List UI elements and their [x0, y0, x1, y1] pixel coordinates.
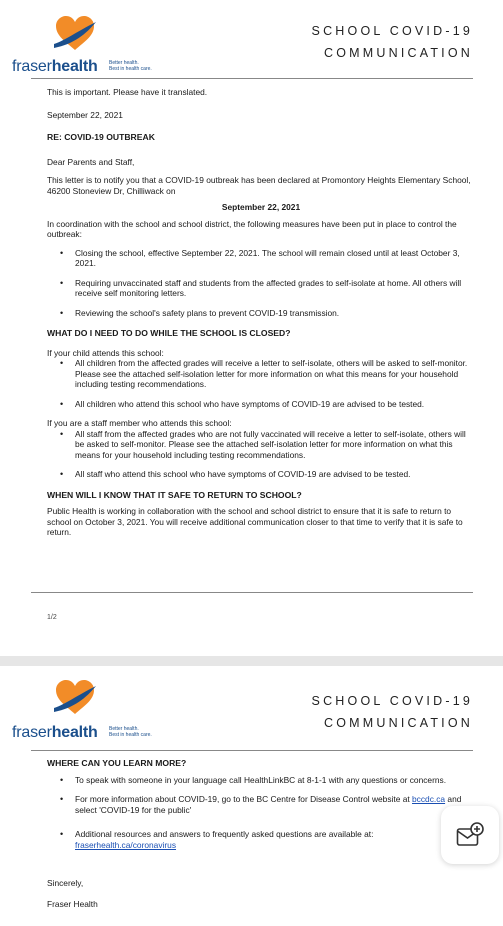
return-paragraph: Public Health is working in collaboration with the school and school district to ensure that it is safe to return to school on October 3, 2021. You will receive additional communication closer to that time to verify that it is safe to return. — [47, 506, 463, 537]
letter-body — [47, 758, 473, 909]
email-plus-icon — [456, 822, 484, 848]
fraser-health-heart-icon — [52, 678, 98, 716]
list-item: • Closing the school, effective September 22, 2021. The school will remain closed until at least October 3, 2021. — [60, 247, 460, 268]
measures-list — [47, 248, 475, 319]
fraser-health-logo — [12, 14, 152, 78]
child-intro: If your child attends this school: — [47, 347, 164, 358]
list-item: • All children who attend this school who have symptoms of COVID-19 are advised to be tested. — [60, 398, 425, 409]
brand-wordmark: fraserhealth — [12, 724, 98, 741]
footer-divider — [31, 592, 473, 593]
resources-list — [47, 775, 473, 851]
salutation: Dear Parents and Staff, — [47, 156, 135, 167]
staff-list — [47, 429, 475, 480]
letter-page-2 — [0, 666, 503, 926]
translation-notice: This is important. Please have it translated. — [47, 87, 208, 97]
fraserhealth-coronavirus-link[interactable]: fraserhealth.ca/coronavirus — [75, 839, 177, 850]
signoff: Fraser Health — [47, 898, 98, 909]
document-title: SCHOOL COVID-19 COMMUNICATION — [311, 24, 473, 60]
list-item: • All children from the affected grades will receive a letter to self-isolate, others will be asked to self-monitor. Please see the attached self-isolation letter for more information on what this means for your household including testing recommendations. — [60, 358, 468, 389]
brand-tagline: Better health. Best in health care. — [109, 726, 152, 738]
list-item: • Additional resources and answers to frequently asked questions are available at: fraserhealth.ca/coronavirus — [60, 829, 374, 850]
letter-body — [47, 87, 475, 538]
fraser-health-logo — [12, 678, 152, 742]
declared-date: September 22, 2021 — [221, 202, 301, 212]
fraser-health-heart-icon — [52, 14, 98, 52]
coordination-paragraph: In coordination with the school and school district, the following measures have been put in place to control the outbreak: — [47, 218, 457, 239]
brand-wordmark: fraserhealth — [12, 58, 98, 75]
section-heading: WHEN WILL I KNOW THAT IT SAFE TO RETURN TO SCHOOL? — [47, 489, 302, 500]
email-add-fab[interactable] — [441, 806, 499, 864]
header-divider — [31, 750, 473, 751]
header-divider — [31, 78, 473, 79]
list-item: • Requiring unvaccinated staff and students from the affected grades to self-isolate at home. All others will receive self monitoring letters. — [60, 277, 462, 298]
section-heading: WHERE CAN YOU LEARN MORE? — [47, 758, 187, 768]
list-item: • For more information about COVID-19, go to the BC Centre for Disease Control website at bccdc.ca and select 'COVID-19 for the public' — [60, 794, 462, 815]
document-title: SCHOOL COVID-19 COMMUNICATION — [311, 694, 473, 730]
page-number: 1/2 — [47, 614, 57, 621]
list-item: • All staff from the affected grades who are not fully vaccinated will receive a letter to self-isolate, others will be asked to self-monitor. Please see the attached self-isolation letter for more information on what this means for your household including testing recommendations. — [60, 428, 466, 460]
brand-tagline: Better health. Best in health care. — [109, 60, 152, 72]
list-item: • All staff who attend this school who have symptoms of COVID-19 are advised to be tested. — [60, 469, 411, 479]
bccdc-link[interactable]: bccdc.ca — [412, 794, 446, 804]
closing: Sincerely, — [47, 878, 84, 888]
section-heading: WHAT DO I NEED TO DO WHILE THE SCHOOL IS CLOSED? — [47, 328, 291, 338]
letter-date: September 22, 2021 — [47, 109, 123, 120]
list-item: • To speak with someone in your language call HealthLinkBC at 8-1-1 with any questions or concerns. — [60, 774, 447, 785]
child-list — [47, 358, 475, 409]
list-item: • Reviewing the school's safety plans to prevent COVID-19 transmission. — [60, 307, 340, 318]
staff-intro: If you are a staff member who attends this school: — [47, 418, 232, 428]
subject-line: RE: COVID-19 OUTBREAK — [47, 132, 155, 142]
intro-paragraph: This letter is to notify you that a COVID-19 outbreak has been declared at Promontory Heights Elementary School, 46200 Stoneview Dr, Chilliwack on — [47, 175, 471, 196]
